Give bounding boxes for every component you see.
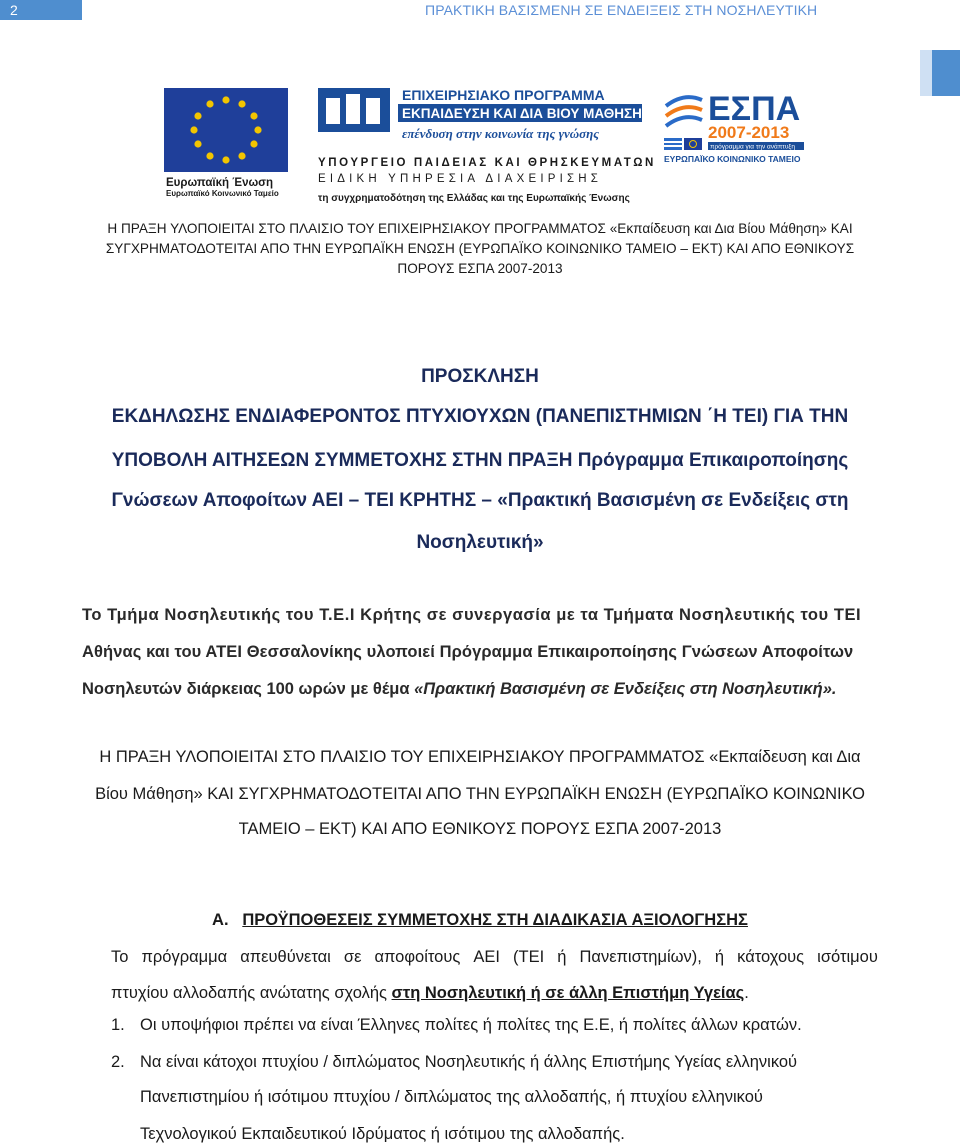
op-logo-text-1: ΕΠΙΧΕΙΡΗΣΙΑΚΟ ΠΡΟΓΡΑΜΜΑ — [402, 87, 605, 103]
section-a-line-1-word: σε — [343, 948, 362, 966]
espa-logo-text-4: ΕΥΡΩΠΑΪΚΟ ΚΟΙΝΩΝΙΚΟ ΤΑΜΕΙΟ — [664, 154, 801, 164]
intro-line-2: ΣΥΓΧΡΗΜΑΤΟΔΟΤΕΙΤΑΙ ΑΠΟ ΤΗΝ ΕΥΡΩΠΑΪΚΗ ΕΝΩΣΗ (ΕΥΡΩΠΑΪΚΟ ΚΟΙΝΩΝΙΚΟ ΤΑΜΕΙΟ – ΕΚΤ) ΚΑΙ ΑΠΟ ΕΘΝΙΚΟΥΣ — [105, 241, 855, 256]
health-science-link: στη Νοσηλευτική ή σε άλλη Επιστήμη Υγείας — [391, 984, 745, 1002]
section-a-line-1-word: ή — [557, 948, 567, 966]
running-header: ΠΡΑΚΤΙΚΗ ΒΑΣΙΣΜΕΝΗ ΣΕ ΕΝΔΕΙΞΕΙΣ ΣΤΗ ΝΟΣΗΛΕΥΤΙΚΗ — [425, 2, 818, 18]
op-logo-text-6: Με τη συγχρηματοδότηση της Ελλάδας και της Ευρωπαϊκής Ένωσης — [318, 193, 630, 204]
section-a-line-1-word: πρόγραμμα — [141, 948, 228, 966]
greek-flag-icon — [664, 138, 682, 150]
section-a-line-1-word: (ΤΕΙ — [513, 948, 545, 966]
section-a-line-1-word: κάτοχους — [737, 948, 805, 966]
notice-line-1: Η ΠΡΑΞΗ ΥΛΟΠΟΙΕΙΤΑΙ ΣΤΟ ΠΛΑΙΣΙΟ ΤΟΥ ΕΠΙΧΕΙΡΗΣΙΑΚΟΥ ΠΡΟΓΡΑΜΜΑΤΟΣ «Εκπαίδευση και Δια — [99, 748, 861, 766]
espa-logo-text-1: ΕΣΠΑ — [708, 90, 801, 128]
section-a-line-1-word: ΑΕΙ — [473, 948, 500, 966]
list-item-text: Τεχνολογικού Εκπαιδευτικού Ιδρύματος ή ισότιμου της αλλοδαπής. — [140, 1125, 625, 1143]
title-line-1: ΠΡΟΣΚΛΗΣΗ — [421, 366, 539, 387]
section-a-line-1 — [111, 948, 878, 967]
espa-logo — [664, 86, 806, 168]
list-item-text: Να είναι κάτοχοι πτυχίου / διπλώματος Νοσηλευτικής ή άλλης Επιστήμης Υγείας ελληνικού — [140, 1053, 798, 1071]
section-a-line-1-word: Το — [111, 948, 129, 966]
op-emblem-icon — [318, 88, 390, 132]
op-logo-text-4: ΥΠΟΥΡΓΕΙΟ ΠΑΙΔΕΙΑΣ ΚΑΙ ΘΡΗΣΚΕΥΜΑΤΩΝ — [318, 157, 656, 169]
op-logo-text-2: ΕΚΠΑΙΔΕΥΣΗ ΚΑΙ ΔΙΑ ΒΙΟΥ ΜΑΘΗΣΗ — [402, 106, 642, 121]
page-number: 2 — [10, 2, 18, 18]
section-a-line-1-word: απευθύνεται — [240, 948, 331, 966]
corner-decoration-light — [920, 50, 932, 96]
list-item-text: Πανεπιστημίου ή ισότιμου πτυχίου / διπλώματος της αλλοδαπής, ή πτυχίου ελληνικού — [140, 1088, 763, 1106]
eu-logo-text-1: Ευρωπαϊκή Ένωση — [166, 177, 274, 189]
espa-logo-text-2: 2007-2013 — [708, 123, 790, 142]
section-a-heading — [60, 911, 900, 930]
title-line-2: ΕΚΔΗΛΩΣΗΣ ΕΝΔΙΑΦΕΡΟΝΤΟΣ ΠΤΥΧΙΟΥΧΩΝ (ΠΑΝΕΠΙΣΤΗΜΙΩΝ ΄Η ΤΕΙ) ΓΙΑ ΤΗΝ — [111, 406, 849, 427]
description-line-1: Το Τμήμα Νοσηλευτικής του Τ.Ε.Ι Κρήτης σε συνεργασία με τα Τμήματα Νοσηλευτικής του ΤΕΙ — [82, 606, 862, 624]
list-item-number: 2. — [111, 1053, 125, 1071]
eu-small-flag-icon — [684, 138, 702, 150]
eu-logo-text-2: Ευρωπαϊκό Κοινωνικό Ταμείο — [166, 189, 279, 198]
description-line-3 — [82, 680, 878, 699]
corner-decoration — [932, 50, 960, 96]
notice-line-2: Βίου Μάθηση» ΚΑΙ ΣΥΓΧΡΗΜΑΤΟΔΟΤΕΙΤΑΙ ΑΠΟ ΤΗΝ ΕΥΡΩΠΑΪΚΗ ΕΝΩΣΗ (ΕΥΡΩΠΑΪΚΟ ΚΟΙΝΩΝΙΚΟ — [95, 785, 865, 803]
eu-logo — [164, 88, 288, 198]
section-a-line-1-word: Πανεπιστημίων), — [579, 948, 702, 966]
section-a-label: Α. — [212, 911, 229, 929]
list-item-text: Οι υποψήφιοι πρέπει να είναι Έλληνες πολίτες ή πολίτες της Ε.Ε, ή πολίτες άλλων κρατών. — [140, 1016, 802, 1034]
espa-logo-text-3: πρόγραμμα για την ανάπτυξη — [710, 143, 795, 151]
title-line-4: Γνώσεων Αποφοίτων ΑΕΙ – ΤΕΙ ΚΡΗΤΗΣ – «Πρακτική Βασισμένη σε Ενδείξεις στη — [111, 490, 849, 511]
description-line-2: Αθήνας και του ΑΤΕΙ Θεσσαλονίκης υλοποιεί Πρόγραμμα Επικαιροποίησης Γνώσεων Αποφοίτων — [82, 643, 854, 661]
espa-swoosh-icon — [666, 97, 702, 126]
intro-line-1: Η ΠΡΑΞΗ ΥΛΟΠΟΙΕΙΤΑΙ ΣΤΟ ΠΛΑΙΣΙΟ ΤΟΥ ΕΠΙΧΕΙΡΗΣΙΑΚΟΥ ΠΡΟΓΡΑΜΜΑΤΟΣ «Εκπαίδευση και Δια Βίου Μάθηση» ΚΑΙ — [107, 221, 853, 236]
section-a-title: ΠΡΟΫΠΟΘΕΣΕΙΣ ΣΥΜΜΕΤΟΧΗΣ ΣΤΗ ΔΙΑΔΙΚΑΣΙΑ ΑΞΙΟΛΟΓΗΣΗΣ — [242, 911, 748, 929]
notice-line-3: ΤΑΜΕΙΟ – ΕΚΤ) ΚΑΙ ΑΠΟ ΕΘΝΙΚΟΥΣ ΠΟΡΟΥΣ ΕΣΠΑ 2007-2013 — [238, 820, 722, 838]
section-a-line-1-word: ισότιμου — [817, 948, 878, 966]
title-line-5: Νοσηλευτική» — [416, 532, 544, 553]
intro-line-3: ΠΟΡΟΥΣ ΕΣΠΑ 2007-2013 — [397, 261, 563, 276]
op-logo-text-5: ΕΙΔΙΚΗ ΥΠΗΡΕΣΙΑ ΔΙΑΧΕΙΡΙΣΗΣ — [318, 173, 603, 185]
section-a-line-1-word: αποφοίτους — [374, 948, 461, 966]
description-line-3-prefix: Νοσηλευτών διάρκειας 100 ωρών με θέμα — [82, 680, 415, 698]
operational-programme-logo — [318, 86, 664, 204]
list-item-number: 1. — [111, 1016, 125, 1034]
title-line-3: ΥΠΟΒΟΛΗ ΑΙΤΗΣΕΩΝ ΣΥΜΜΕΤΟΧΗΣ ΣΤΗΝ ΠΡΑΞΗ Πρόγραμμα Επικαιροποίησης — [111, 450, 849, 471]
section-a-line-2-suffix: . — [744, 984, 749, 1002]
section-a-line-2 — [111, 984, 749, 1003]
description-line-3-italic: «Πρακτική Βασισμένη σε Ενδείξεις στη Νοσηλευτική». — [414, 680, 837, 698]
section-a-line-1-word: ή — [714, 948, 725, 966]
op-logo-text-3: επένδυση στην κοινωνία της γνώσης — [402, 126, 600, 141]
section-a-line-2-prefix: πτυχίου αλλοδαπής ανώτατης σχολής — [111, 984, 392, 1002]
